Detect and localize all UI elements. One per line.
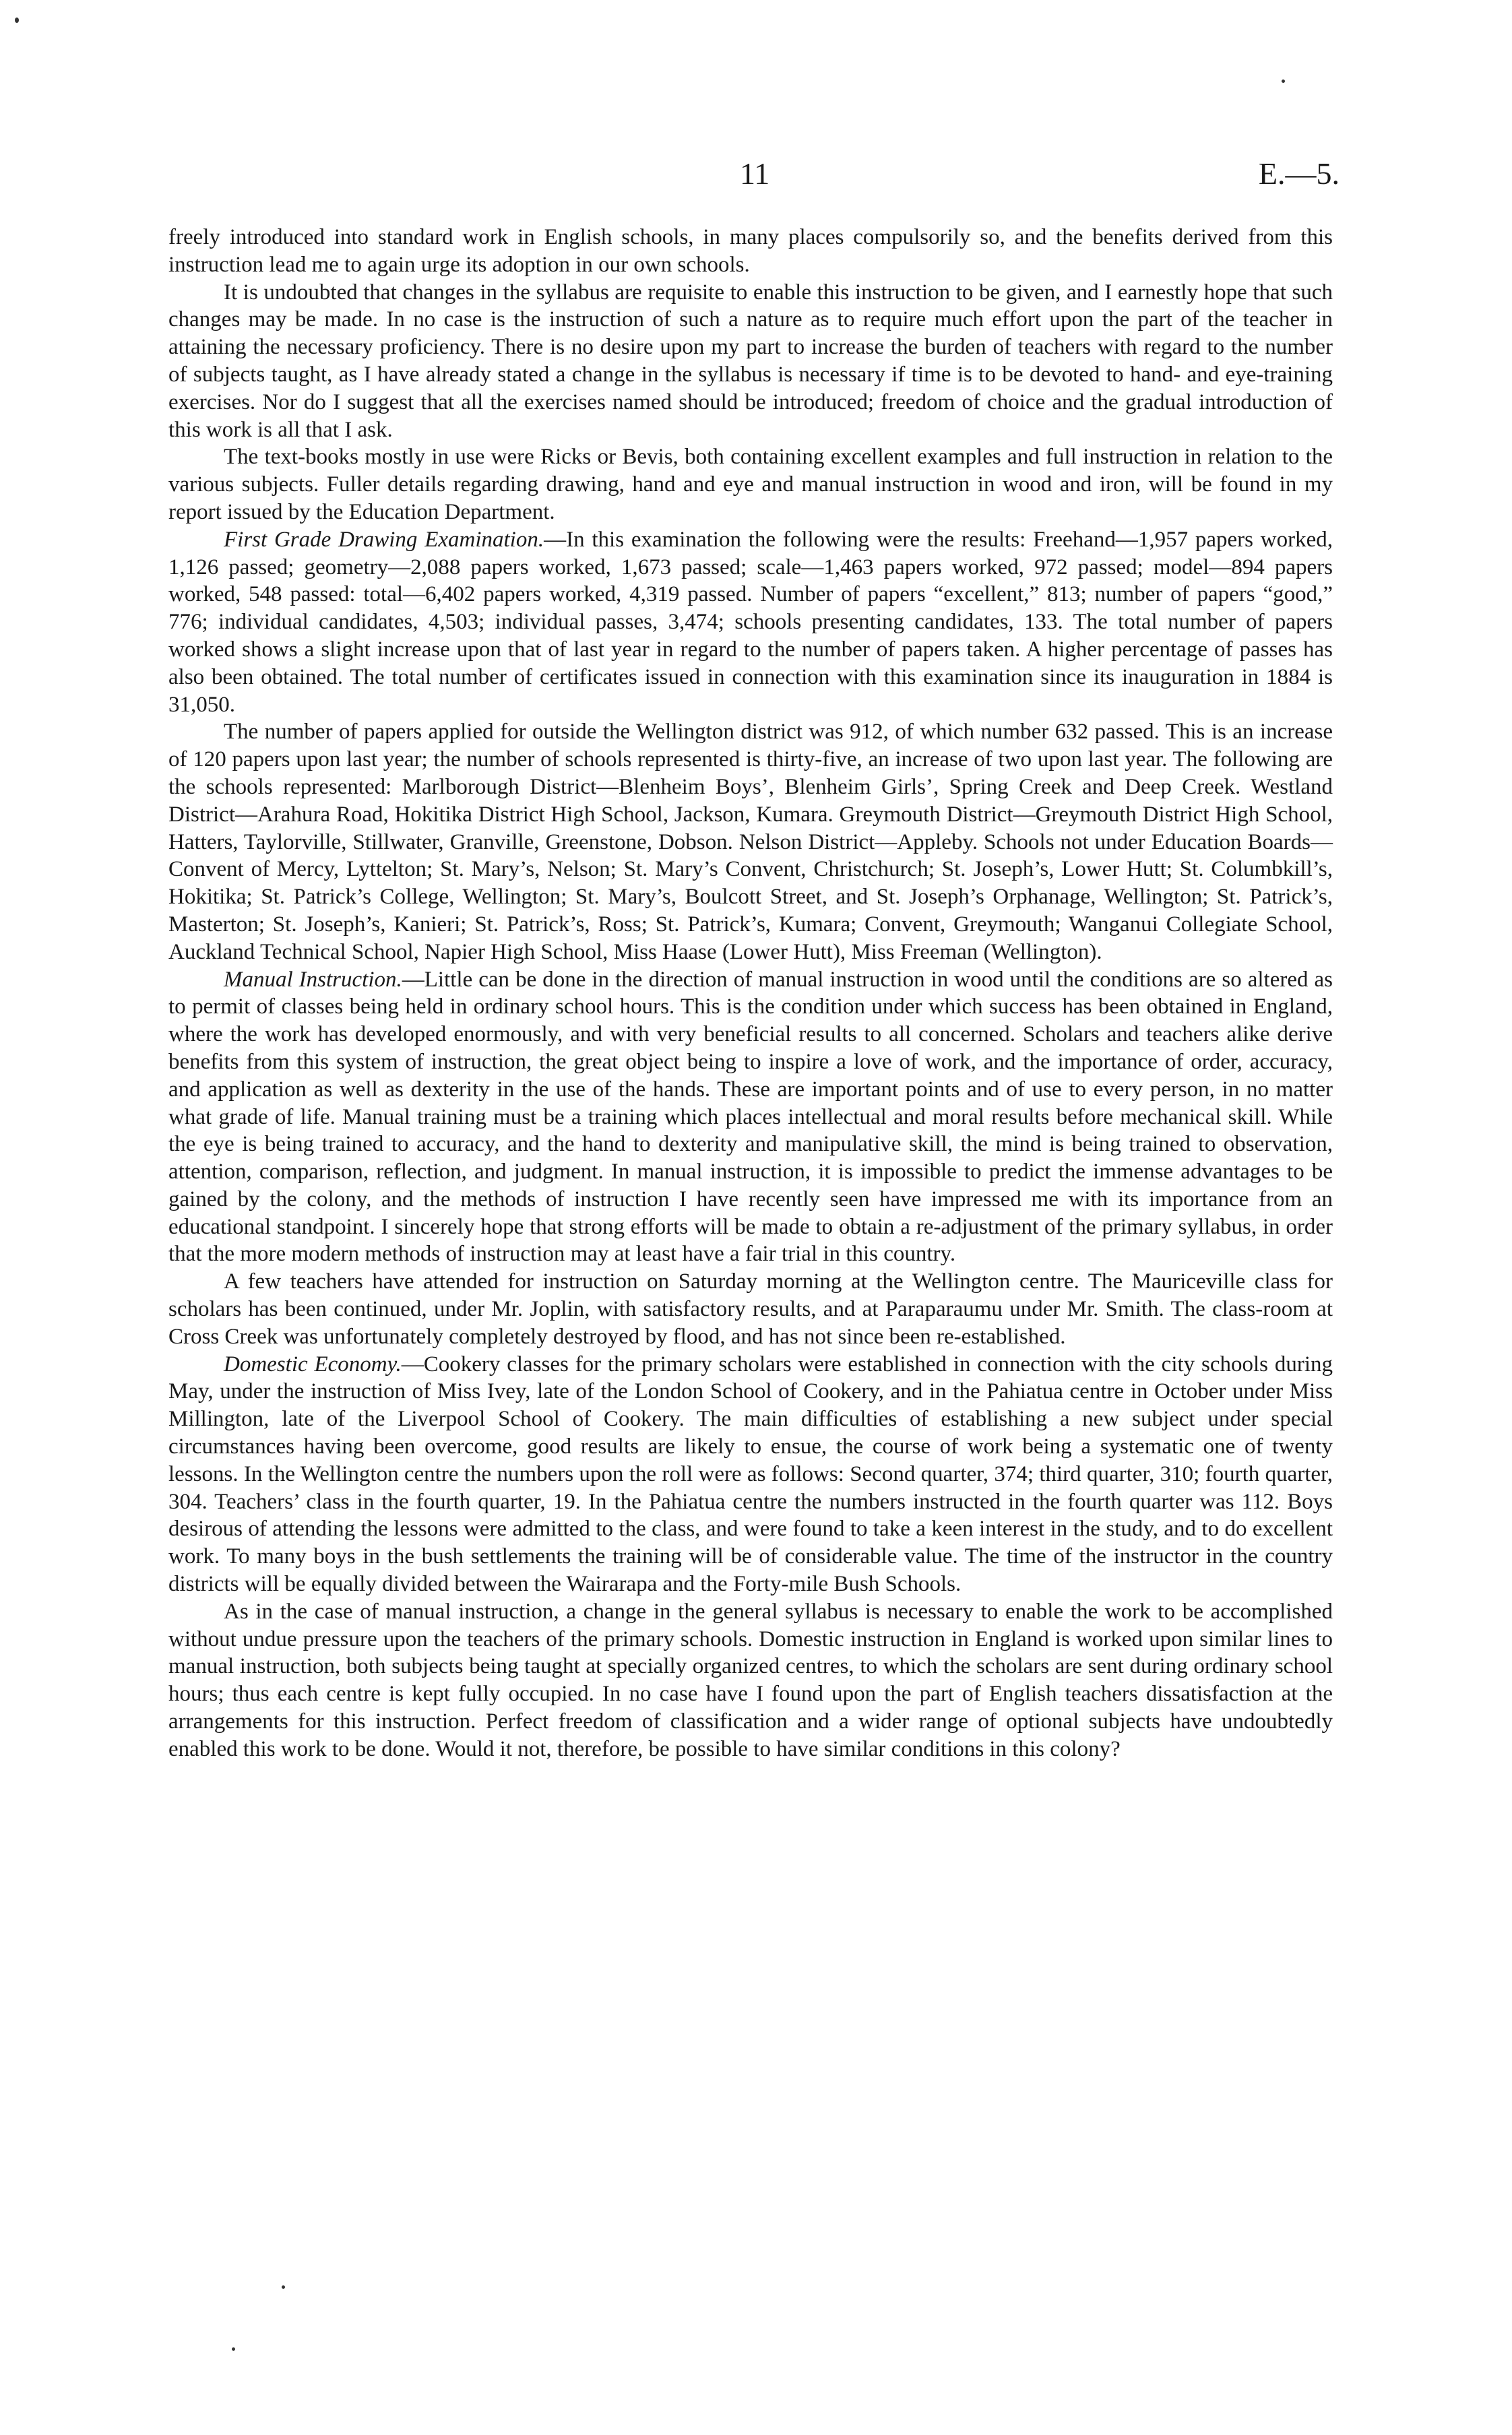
paragraph-text: —In this examination the following were the results: Freehand—1,957 papers worked, 1,126 passed; geometry—2,088 papers worked, 1,673 passed; scale—1,463 papers worked, 972 passed; model—894 papers worked, 548 passed: total—6,402 papers worked, 4,319 passed. Number of papers “excellent,” 813; number of papers “good,” 776; individual candidates, 4,503; individual passes, 3,474; schools presenting candidates, 133. The total number of papers worked shows a slight increase upon that of last year in regard to the number of papers taken. A higher percentage of passes has also been obtained. The total number of certificates issued in connection with this examination since its inauguration in 1884 is 31,050. [168,527,1333,717]
scan-speck [282,2285,285,2289]
paragraph-text: —Cookery classes for the primary scholars were established in connection with the city schools during May, under the instruction of Miss Ivey, late of the London School of Cookery, and in the Pahiatua centre in October under Miss Millington, late of the Liverpool School of Cookery. The main difficulties of establishing a new subject under special circumstances having been overcome, good results are likely to ensue, the course of work being a systematic one of twenty lessons. In the Wellington centre the numbers upon the roll were as follows: Second quarter, 374; third quarter, 310; fourth quarter, 304. Teachers’ class in the fourth quarter, 19. In the Pahiatua centre the numbers instructed in the fourth quarter was 112. Boys desirous of attending the lessons were admitted to the class, and were found to take a keen interest in the study, and to do excellent work. To many boys in the bush settlements the training will be of considerable value. The time of the instructor in the country districts will be equally divided between the Wairarapa and the Forty-mile Bush Schools. [168,1352,1333,1597]
page-header [0,154,1512,194]
paragraph-manual-instruction [168,966,1333,1269]
paragraph-text: It is undoubted that changes in the syllabus are requisite to enable this instruction to be given, and I earnestly hope that such changes may be made. In no case is the instruction of such a nature as to require much effort upon the part of the teacher in attaining the necessary proficiency. There is no desire upon my part to increase the burden of teachers with regard to the number of subjects taught, as I have already stated a change in the syllabus is necessary if time is to be devoted to hand- and eye-training exercises. Nor do I suggest that all the exercises named should be introduced; freedom of choice and the gradual introduction of this work is all that I ask. [168,280,1333,442]
paragraph-text: The number of papers applied for outside the Wellington district was 912, of which number 632 passed. This is an increase of 120 papers upon last year; the number of schools represented is thirty-five, an increase of two upon last year. The following are the schools represented: Marlborough District—Blenheim Boys’, Blenheim Girls’, Spring Creek and Deep Creek. Westland District—Arahura Road, Hokitika District High School, Jackson, Kumara. Greymouth District—Greymouth District High School, Hatters, Taylorville, Stillwater, Granville, Greenstone, Dobson. Nelson District—Appleby. Schools not under Education Boards—Convent of Mercy, Lyttelton; St. Mary’s, Nelson; St. Mary’s Convent, Christchurch; St. Joseph’s, Lower Hutt; St. Columbkill’s, Hokitika; St. Patrick’s College, Wellington; St. Mary’s, Boulcott Street, and St. Joseph’s Orphanage, Wellington; St. Patrick’s, Masterton; St. Joseph’s, Kanieri; St. Patrick’s, Ross; St. Patrick’s, Kumara; Convent, Greymouth; Wanganui Collegiate School, Auckland Technical School, Napier High School, Miss Haase (Lower Hutt), Miss Freeman (Wellington). [168,720,1333,964]
paragraph-syllabus-changes [168,279,1333,444]
section-heading-domestic: Domestic Economy. [224,1352,402,1377]
paragraph-text: As in the case of manual instruction, a change in the general syllabus is necessary to enable the work to be accomplished without undue pressure upon the teachers of the primary schools. Domestic instruction in England is worked upon similar lines to manual instruction, both subjects being taught at specially organized centres, to which the scholars are sent during ordinary school hours; thus each centre is kept fully occupied. In no case have I found upon the part of English teachers dissatisfaction at the arrangements for this instruction. Perfect freedom of classification and a wider range of optional subjects have undoubtedly enabled this work to be done. Would it not, therefore, be possible to have similar conditions in this colony? [168,1599,1333,1761]
section-heading-drawing: First Grade Drawing Examination. [224,527,544,552]
paragraph-text-books [168,443,1333,526]
paragraph-text: freely introduced into standard work in English schools, in many places compulsorily so, and the benefits derived from this instruction lead me to again urge its adoption in our own schools. [168,225,1333,277]
paragraph-outside-district [168,718,1333,966]
paragraph-domestic-economy [168,1351,1333,1598]
document-reference: E.—5. [1258,156,1340,191]
paragraph-text: The text-books mostly in use were Ricks or Bevis, both containing excellent examples and full instruction in relation to the various subjects. Fuller details regarding drawing, hand and eye and manual instruction in wood and iron, will be found in my report issued by the Education Department. [168,445,1333,524]
paragraph-text: A few teachers have attended for instruction on Saturday morning at the Wellington centre. The Mauriceville class for scholars has been continued, under Mr. Joplin, with satisfactory results, and at Paraparaumu under Mr. Smith. The class-room at Cross Creek was unfortunately completely destroyed by flood, and has not since been re-established. [168,1269,1333,1349]
section-heading-manual: Manual Instruction. [224,967,402,992]
paragraph-continuation [168,224,1333,279]
body-text [168,224,1333,1763]
page-number: 11 [740,156,770,191]
paragraph-saturday-classes [168,1268,1333,1350]
scan-speck [1282,80,1285,83]
paragraph-general-syllabus [168,1598,1333,1763]
paragraph-text: —Little can be done in the direction of manual instruction in wood until the conditions are so altered as to permit of classes being held in ordinary school hours. This is the condition under which success has been obtained in England, where the work has developed enormously, and with very beneficial results to all concerned. Scholars and teachers alike derive benefits from this system of instruction, the great object being to inspire a love of work, and the importance of order, accuracy, and application as well as dexterity in the use of the hands. These are important points and of use to every person, in no matter what grade of life. Manual training must be a training which places intellectual and moral results before mechanical skill. While the eye is being trained to accuracy, and the hand to dexterity and manipulative skill, the mind is being trained to observation, attention, comparison, reflection, and judgment. In manual instruction, it is impossible to predict the immense advantages to be gained by the colony, and the methods of instruction I have recently seen have impressed me with its importance from an educational standpoint. I sincerely hope that strong efforts will be made to obtain a re-adjustment of the primary syllabus, in order that the more modern methods of instruction may at least have a fair trial in this country. [168,967,1333,1267]
scan-speck [15,18,19,23]
paragraph-drawing-examination [168,526,1333,719]
scan-speck [232,2347,235,2351]
